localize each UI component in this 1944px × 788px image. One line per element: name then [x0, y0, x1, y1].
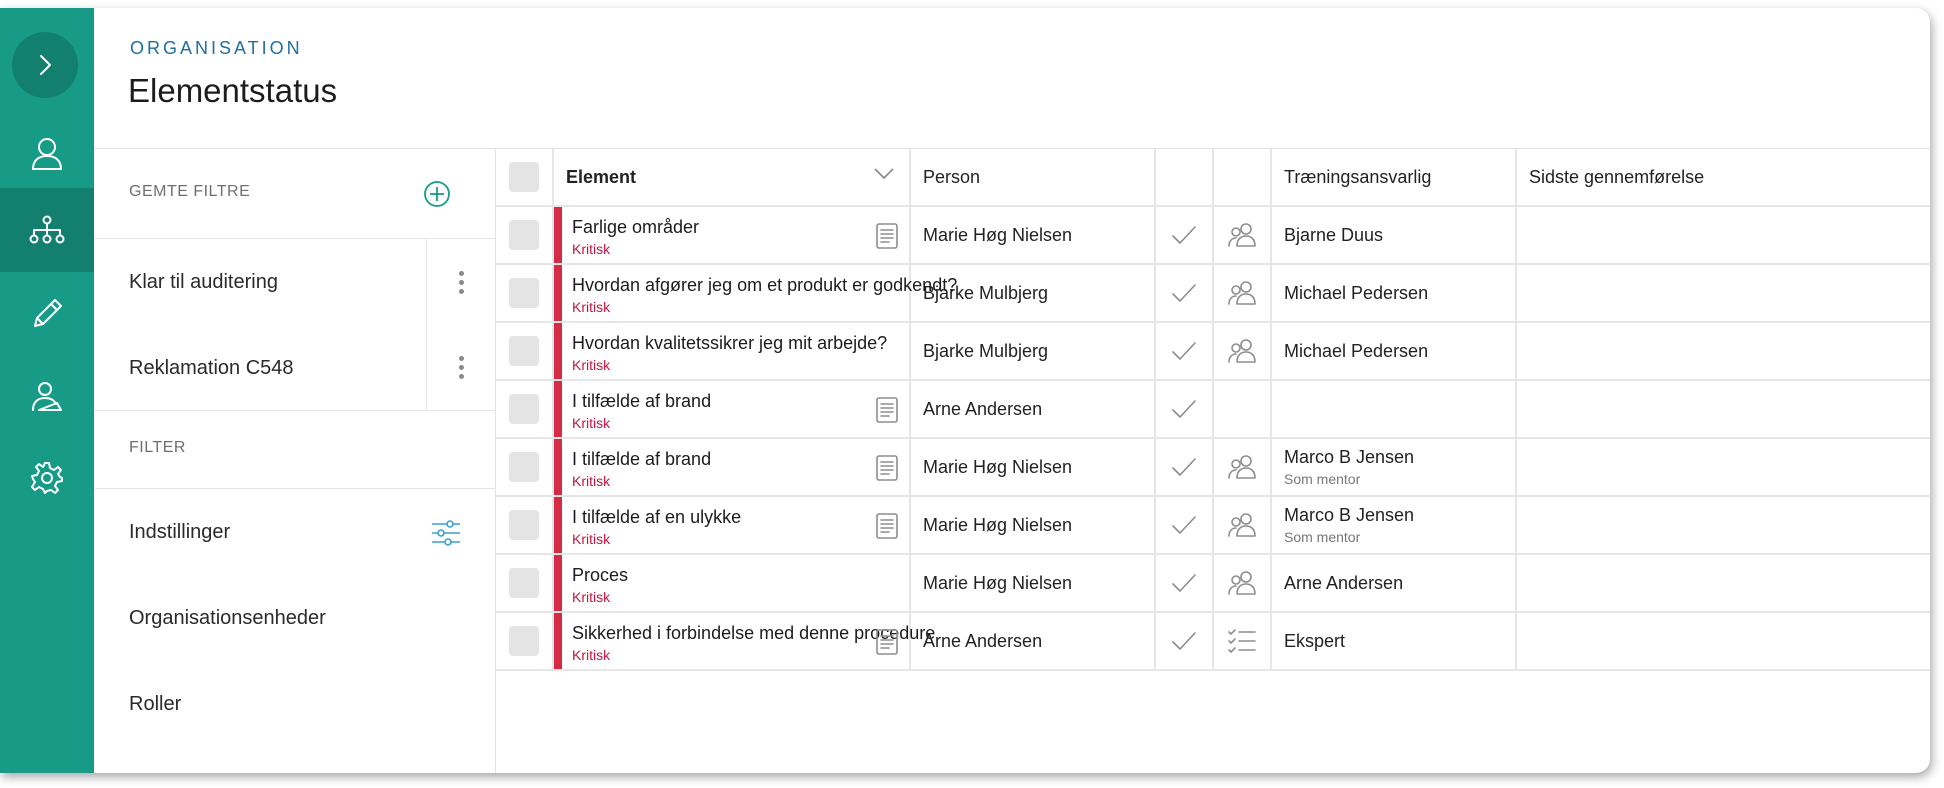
column-header-label: Element — [566, 166, 637, 187]
rail-item-organisation[interactable] — [0, 188, 94, 272]
last-completion-cell — [1517, 555, 1930, 611]
training-type-cell — [1214, 381, 1272, 437]
filter-item-label: Roller — [129, 693, 182, 715]
trainer-cell — [1272, 207, 1517, 263]
trainer-cell — [1272, 613, 1517, 669]
done-cell — [1156, 439, 1214, 495]
trainer-name: Arne Andersen — [1284, 572, 1404, 593]
group-icon — [1227, 512, 1257, 538]
training-type-cell — [1214, 555, 1272, 611]
element-name: I tilfælde af brand — [572, 391, 712, 411]
page-header — [94, 8, 1930, 148]
gear-icon — [29, 460, 65, 496]
done-cell — [1156, 265, 1214, 321]
element-name: Farlige områder — [572, 217, 700, 237]
row-select-cell — [496, 497, 554, 553]
element-text — [572, 449, 872, 489]
group-icon — [1227, 454, 1257, 480]
element-name: I tilfælde af en ulykke — [572, 507, 742, 527]
done-cell — [1156, 381, 1214, 437]
row-checkbox[interactable] — [509, 278, 539, 308]
element-text — [572, 623, 936, 663]
training-type-cell — [1214, 613, 1272, 669]
person-name: Marie Høg Nielsen — [923, 456, 1073, 477]
element-text — [572, 333, 897, 373]
row-checkbox[interactable] — [509, 220, 539, 250]
person-name: Bjarke Mulbjerg — [923, 340, 1049, 361]
column-header-element[interactable] — [554, 149, 911, 205]
filter-header — [94, 411, 496, 489]
row-checkbox[interactable] — [509, 626, 539, 656]
critical-indicator — [554, 613, 562, 669]
select-all-cell — [496, 149, 554, 205]
person-cell — [911, 381, 1156, 437]
last-completion-cell — [1517, 497, 1930, 553]
element-cell[interactable] — [554, 207, 911, 263]
more-vertical-icon — [459, 356, 464, 379]
criticality-label: Kritisk — [572, 589, 611, 605]
group-icon — [1227, 222, 1257, 248]
criticality-label: Kritisk — [572, 531, 611, 547]
column-header-last-completion[interactable]: Sidste gennemførelse — [1529, 166, 1705, 187]
sliders-icon[interactable] — [430, 519, 462, 547]
row-select-cell — [496, 439, 554, 495]
row-select-cell — [496, 381, 554, 437]
critical-indicator — [554, 323, 562, 379]
document-icon[interactable] — [875, 396, 899, 424]
table-row[interactable] — [496, 613, 1930, 671]
checkmark-icon — [1171, 514, 1197, 536]
table-row[interactable] — [496, 381, 1930, 439]
element-cell[interactable] — [554, 497, 911, 553]
user-icon — [30, 136, 64, 172]
critical-indicator — [554, 265, 562, 321]
filter-panel — [94, 148, 496, 773]
done-cell — [1156, 497, 1214, 553]
criticality-label: Kritisk — [572, 357, 611, 373]
person-cell — [911, 323, 1156, 379]
filter-item-label: Indstillinger — [129, 521, 231, 543]
more-options-button[interactable] — [426, 239, 496, 325]
trainer-cell — [1272, 555, 1517, 611]
done-cell — [1156, 613, 1214, 669]
more-vertical-icon — [459, 271, 464, 294]
column-header-label: Træningsansvarlig — [1284, 166, 1432, 187]
filter-item-label: Organisationsenheder — [129, 607, 326, 629]
last-completion-cell — [1517, 323, 1930, 379]
element-name: I tilfælde af brand — [572, 449, 712, 469]
expand-rail-button[interactable] — [12, 32, 78, 98]
filter-item-settings[interactable] — [94, 489, 496, 575]
trainer-role: Som mentor — [1284, 471, 1361, 487]
table-header-row — [496, 149, 1930, 207]
row-checkbox[interactable] — [509, 510, 539, 540]
element-cell[interactable] — [554, 555, 911, 611]
document-icon[interactable] — [875, 628, 899, 656]
more-options-button[interactable] — [426, 325, 496, 410]
done-cell — [1156, 323, 1214, 379]
training-type-cell — [1214, 265, 1272, 321]
trainer-name: Ekspert — [1284, 630, 1346, 651]
training-type-cell — [1214, 207, 1272, 263]
pencil-icon — [29, 296, 65, 332]
critical-indicator — [554, 439, 562, 495]
person-name: Marie Høg Nielsen — [923, 224, 1073, 245]
done-cell — [1156, 555, 1214, 611]
element-name: Hvordan kvalitetssikrer jeg mit arbejde? — [572, 333, 888, 353]
saved-filter-label: Klar til auditering — [129, 271, 278, 293]
element-text — [572, 565, 897, 605]
element-cell[interactable] — [554, 323, 911, 379]
page-title: Elementstatus — [128, 72, 338, 109]
training-type-cell — [1214, 439, 1272, 495]
element-cell[interactable] — [554, 265, 958, 321]
trainer-cell — [1272, 497, 1517, 553]
done-cell — [1156, 207, 1214, 263]
row-select-cell — [496, 265, 554, 321]
saved-filter-label: Reklamation C548 — [129, 357, 294, 379]
element-text — [572, 217, 872, 257]
checkmark-icon — [1171, 456, 1197, 478]
checkmark-icon — [1171, 282, 1197, 304]
training-type-cell — [1214, 497, 1272, 553]
add-filter-icon[interactable] — [422, 179, 452, 209]
criticality-label: Kritisk — [572, 647, 611, 663]
trainer-cell — [1272, 265, 1517, 321]
table-row[interactable] — [496, 207, 1930, 265]
person-name: Marie Høg Nielsen — [923, 514, 1073, 535]
checkmark-icon — [1171, 398, 1197, 420]
row-checkbox[interactable] — [509, 394, 539, 424]
column-header-trainer[interactable] — [1272, 149, 1517, 205]
trainer-cell — [1272, 381, 1517, 437]
critical-indicator — [554, 381, 562, 437]
rail-item-training[interactable] — [0, 356, 94, 440]
row-select-cell — [496, 555, 554, 611]
group-icon — [1227, 570, 1257, 596]
element-name: Hvordan afgører jeg om et produkt er godkendt? — [572, 275, 958, 295]
row-select-cell — [496, 207, 554, 263]
person-cell — [911, 439, 1156, 495]
document-icon[interactable] — [875, 512, 899, 540]
person-name: Arne Andersen — [923, 630, 1043, 651]
row-checkbox[interactable] — [509, 568, 539, 598]
filter-label: FILTER — [129, 439, 186, 456]
rail-item-edit[interactable] — [0, 272, 94, 356]
checkmark-icon — [1171, 224, 1197, 246]
person-cell — [911, 613, 1156, 669]
table-row[interactable] — [496, 555, 1930, 613]
element-text — [572, 507, 872, 547]
last-completion-cell — [1517, 207, 1930, 263]
trainer-role: Som mentor — [1284, 529, 1361, 545]
person-cell — [911, 265, 1156, 321]
checkmark-icon — [1171, 572, 1197, 594]
trainee-icon — [29, 380, 65, 416]
app-window — [0, 8, 1930, 773]
saved-filter-item[interactable] — [94, 239, 496, 325]
column-header-type[interactable] — [1214, 149, 1272, 205]
trainer-name: Marco B Jensen — [1284, 505, 1415, 525]
training-type-cell — [1214, 323, 1272, 379]
checklist-icon — [1227, 627, 1257, 655]
trainer-name: Bjarne Duus — [1284, 224, 1384, 245]
rail-item-profile[interactable] — [0, 112, 94, 196]
criticality-label: Kritisk — [572, 473, 611, 489]
element-text — [572, 275, 958, 315]
table-row[interactable] — [496, 265, 1930, 323]
column-header-person[interactable]: Person — [911, 149, 1156, 205]
row-checkbox[interactable] — [509, 336, 539, 366]
chevron-down-icon[interactable] — [873, 167, 895, 181]
last-completion-cell — [1517, 439, 1930, 495]
row-select-cell — [496, 613, 554, 669]
critical-indicator — [554, 497, 562, 553]
element-cell[interactable] — [554, 439, 911, 495]
filter-item-org-units[interactable] — [94, 575, 496, 661]
row-checkbox[interactable] — [509, 452, 539, 482]
person-cell — [911, 497, 1156, 553]
breadcrumb[interactable]: ORGANISATION — [130, 38, 303, 58]
table-row[interactable] — [496, 497, 1930, 555]
filter-item-roles[interactable] — [94, 661, 496, 747]
group-icon — [1227, 338, 1257, 364]
trainer-name: Michael Pedersen — [1284, 340, 1429, 361]
column-header-done[interactable] — [1156, 149, 1214, 205]
person-cell — [911, 555, 1156, 611]
trainer-name: Michael Pedersen — [1284, 282, 1429, 303]
person-cell — [911, 207, 1156, 263]
document-icon[interactable] — [875, 222, 899, 250]
row-select-cell — [496, 323, 554, 379]
table-row[interactable] — [496, 323, 1930, 381]
element-name: Proces — [572, 565, 629, 585]
trainer-cell — [1272, 323, 1517, 379]
element-text — [572, 391, 872, 431]
table-row[interactable] — [496, 439, 1930, 497]
trainer-name: Marco B Jensen — [1284, 447, 1415, 467]
person-name: Marie Høg Nielsen — [923, 572, 1073, 593]
saved-filters-label: GEMTE FILTRE — [129, 183, 251, 200]
nav-rail — [0, 8, 94, 773]
org-chart-icon — [29, 215, 65, 245]
person-name: Bjarke Mulbjerg — [923, 282, 1049, 303]
element-status-table — [496, 148, 1930, 773]
criticality-label: Kritisk — [572, 415, 611, 431]
person-name: Arne Andersen — [923, 398, 1043, 419]
saved-filters-header — [94, 149, 496, 239]
last-completion-cell — [1517, 265, 1930, 321]
trainer-cell — [1272, 439, 1517, 495]
rail-item-settings[interactable] — [0, 436, 94, 520]
critical-indicator — [554, 207, 562, 263]
document-icon[interactable] — [875, 454, 899, 482]
checkmark-icon — [1171, 630, 1197, 652]
group-icon — [1227, 280, 1257, 306]
criticality-label: Kritisk — [572, 241, 611, 257]
element-cell[interactable] — [554, 381, 911, 437]
element-cell[interactable] — [554, 613, 936, 669]
criticality-label: Kritisk — [572, 299, 611, 315]
last-completion-cell — [1517, 381, 1930, 437]
checkmark-icon — [1171, 340, 1197, 362]
chevron-right-icon — [32, 52, 58, 78]
last-completion-cell — [1517, 613, 1930, 669]
saved-filter-item[interactable] — [94, 325, 496, 411]
element-name: Sikkerhed i forbindelse med denne procedure — [572, 623, 936, 643]
critical-indicator — [554, 555, 562, 611]
select-all-checkbox[interactable] — [509, 162, 539, 192]
